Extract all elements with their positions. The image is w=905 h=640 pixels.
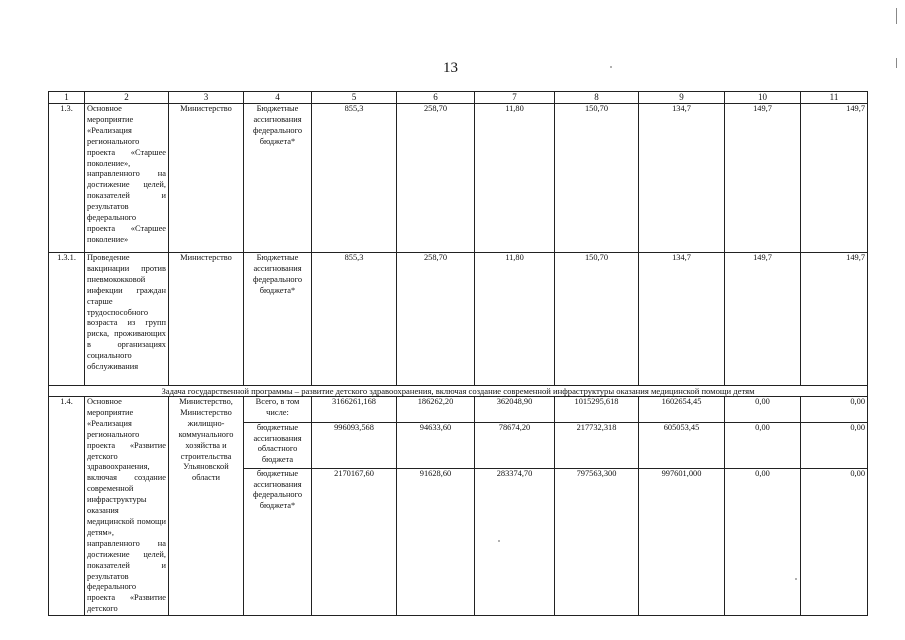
row-number: 1.3. — [49, 104, 85, 253]
column-number: 9 — [639, 92, 725, 104]
column-number: 2 — [85, 92, 169, 104]
column-number: 11 — [801, 92, 868, 104]
amount-year: 186262,20 — [397, 397, 475, 423]
column-number: 4 — [244, 92, 312, 104]
scan-speck — [610, 66, 612, 68]
amount-year: 0,00 — [801, 468, 868, 615]
executor: Министерство, Министерство жилищно-коммунального хозяйства и строительства Ульяновской области — [169, 397, 244, 616]
amount-total: 996093,568 — [312, 422, 397, 468]
budget-table — [48, 91, 868, 616]
row-number: 1.3.1. — [49, 253, 85, 386]
amount-year: 11,80 — [475, 253, 555, 386]
funding-source: бюджетные ассигнования областного бюджета — [244, 422, 312, 468]
column-number: 3 — [169, 92, 244, 104]
amount-year: 283374,70 — [475, 468, 555, 615]
amount-year: 362048,90 — [475, 397, 555, 423]
column-number: 5 — [312, 92, 397, 104]
amount-year: 11,80 — [475, 104, 555, 253]
column-number: 1 — [49, 92, 85, 104]
amount-year: 997601,000 — [639, 468, 725, 615]
funding-source: Бюджетные ассигнования федерального бюджета* — [244, 253, 312, 386]
amount-year: 258,70 — [397, 253, 475, 386]
amount-total: 855,3 — [312, 104, 397, 253]
row-number: 1.4. — [49, 397, 85, 616]
column-number: 10 — [725, 92, 801, 104]
amount-year: 149,7 — [725, 104, 801, 253]
activity-name: Основное мероприятие «Реализация регионального проекта «Старшее поколение», направленного на достижение целей, показателей и результатов федерального проекта «Старшее поколение» — [85, 104, 169, 253]
amount-year: 0,00 — [725, 422, 801, 468]
amount-year: 0,00 — [801, 422, 868, 468]
amount-year: 150,70 — [555, 253, 639, 386]
activity-name: Основное мероприятие «Реализация регионального проекта «Развитие детского здравоохранения, включая создание современной инфраструктуры оказания медицинской помощи детям», направленного на достижение целей, показателей и результатов федерального проекта «Развитие детского — [85, 397, 169, 616]
amount-year: 149,7 — [801, 104, 868, 253]
amount-year: 0,00 — [725, 468, 801, 615]
funding-source: Всего, в том числе: — [244, 397, 312, 423]
amount-year: 258,70 — [397, 104, 475, 253]
amount-year: 149,7 — [725, 253, 801, 386]
amount-year: 149,7 — [801, 253, 868, 386]
funding-source: Бюджетные ассигнования федерального бюджета* — [244, 104, 312, 253]
table-row — [49, 397, 868, 423]
amount-total: 855,3 — [312, 253, 397, 386]
column-number: 7 — [475, 92, 555, 104]
amount-year: 150,70 — [555, 104, 639, 253]
amount-year: 134,7 — [639, 253, 725, 386]
column-number: 6 — [397, 92, 475, 104]
amount-year: 0,00 — [725, 397, 801, 423]
amount-year: 217732,318 — [555, 422, 639, 468]
table-row — [49, 104, 868, 253]
amount-year: 94633,60 — [397, 422, 475, 468]
column-number-row — [49, 92, 868, 104]
task-row — [49, 386, 868, 397]
amount-year: 1015295,618 — [555, 397, 639, 423]
program-task: Задача государственной программы – развитие детского здравоохранения, включая создание современной инфраструктуры оказания медицинской помощи детям — [49, 386, 868, 397]
amount-year: 605053,45 — [639, 422, 725, 468]
scan-edge-mark — [896, 8, 897, 24]
amount-year: 797563,300 — [555, 468, 639, 615]
amount-year: 78674,20 — [475, 422, 555, 468]
executor: Министерство — [169, 253, 244, 386]
amount-year: 91628,60 — [397, 468, 475, 615]
amount-year: 1602654,45 — [639, 397, 725, 423]
page-number: 13 — [443, 60, 458, 76]
amount-year: 0,00 — [801, 397, 868, 423]
funding-source: бюджетные ассигнования федерального бюджета* — [244, 468, 312, 615]
amount-total: 2170167,60 — [312, 468, 397, 615]
scan-edge-mark — [896, 58, 897, 68]
activity-name: Проведение вакцинации против пневмококковой инфекции граждан старше трудоспособного возраста из групп риска, проживающих в организациях социального обслуживания — [85, 253, 169, 386]
executor: Министерство — [169, 104, 244, 253]
table-row — [49, 253, 868, 386]
amount-total: 3166261,168 — [312, 397, 397, 423]
column-number: 8 — [555, 92, 639, 104]
amount-year: 134,7 — [639, 104, 725, 253]
